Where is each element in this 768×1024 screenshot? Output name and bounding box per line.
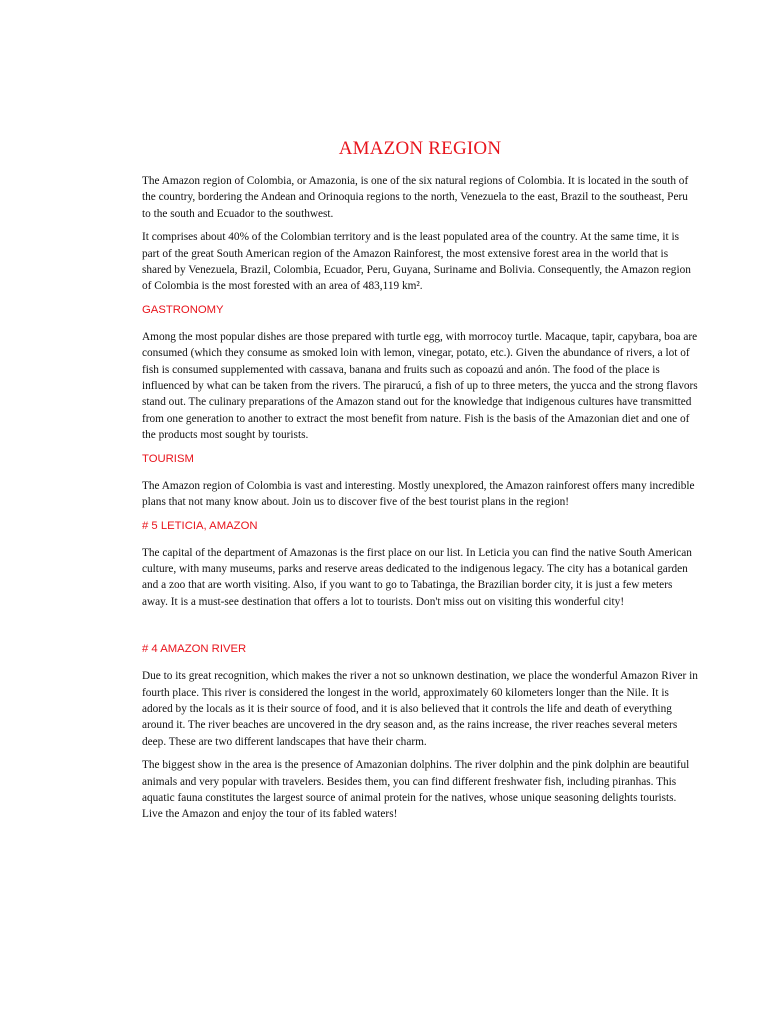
dolphins-paragraph: The biggest show in the area is the presence of Amazonian dolphins. The river dolphin and the pink dolphin are beautiful animals and very popular with travelers. Besides them, you can find different freshwater fish, including piranhas. This aquatic fauna constitutes the largest source of animal protein for the natives, whose unique seasoning delights tourists. Live the Amazon and enjoy the tour of its fabled waters! <box>142 759 690 821</box>
leticia-paragraph: The capital of the department of Amazonas is the first place on our list. In Leticia you can find the native South American culture, with many museums, parks and reserve areas dedicated to the indigenous legacy. The city has a botanical garden and a zoo that are worth visiting. Also, if you want to go to Tabatinga, the Brazilian border city, it is just a few meters away. It is a must-see destination that offers a lot to tourists. Don't miss out on visiting this wonderful city! <box>142 546 692 608</box>
page-title: AMAZON REGION <box>338 138 502 159</box>
section-heading-leticia: # 5 LETICIA, AMAZON <box>142 519 258 532</box>
territory-paragraph: It comprises about 40% of the Colombian territory and is the least populated area of the country. At the same time, it is part of the great South American region of the Amazon Rainforest, the most extensive forest area in the world that is shared by Venezuela, Brazil, Colombia, Ecuador, Peru, Guyana, Suriname and Bolivia. Consequently, the Amazon region of Colombia is the most forested with an area of 483,119 km². <box>142 231 691 293</box>
section-heading-tourism: TOURISM <box>142 452 194 465</box>
section-heading-amazon-river: # 4 AMAZON RIVER <box>142 643 247 656</box>
tourism-paragraph: The Amazon region of Colombia is vast and interesting. Mostly unexplored, the Amazon rainforest offers many incredible plans that not many know about. Join us to discover five of the best tourist plans in the region! <box>142 479 695 509</box>
section-heading-gastronomy: GASTRONOMY <box>142 303 224 316</box>
amazon-river-paragraph: Due to its great recognition, which makes the river a not so unknown destination, we place the wonderful Amazon River in fourth place. This river is considered the longest in the world, approximately 60 kilometers longer than the Nile. It is adored by the locals as it is their source of food, and it is also believed that it controls the life and death of everything around it. The river beaches are uncovered in the dry season and, as the rains increase, the river reaches several meters deep. These are two different landscapes that have their charm. <box>142 670 698 748</box>
gastronomy-paragraph: Among the most popular dishes are those prepared with turtle egg, with morrocoy turtle. Macaque, tapir, capybara, boa are consumed (which they consume as smoked loin with lemon, vinegar, potato, etc.). Given the abundance of rivers, a lot of fish is consumed supplemented with cassava, banana and fruits such as copoazú and anón. The food of the place is influenced by what can be taken from the rivers. The pirarucú, a fish of up to three meters, the yucca and the strong flavors stand out. The culinary preparations of the Amazon stand out for the knowledge that indigenous cultures have transmitted from one generation to another to extract the most benefit from nature. Fish is the basis of the Amazonian diet and one of the products most sought by tourists. <box>142 330 698 442</box>
intro-paragraph: The Amazon region of Colombia, or Amazonia, is one of the six natural regions of Colombia. It is located in the south of the country, bordering the Andean and Orinoquia regions to the north, Venezuela to the east, Brazil to the southeast, Peru to the south and Ecuador to the southwest. <box>142 175 689 220</box>
section-spacer <box>142 617 698 639</box>
document-body <box>142 138 698 830</box>
